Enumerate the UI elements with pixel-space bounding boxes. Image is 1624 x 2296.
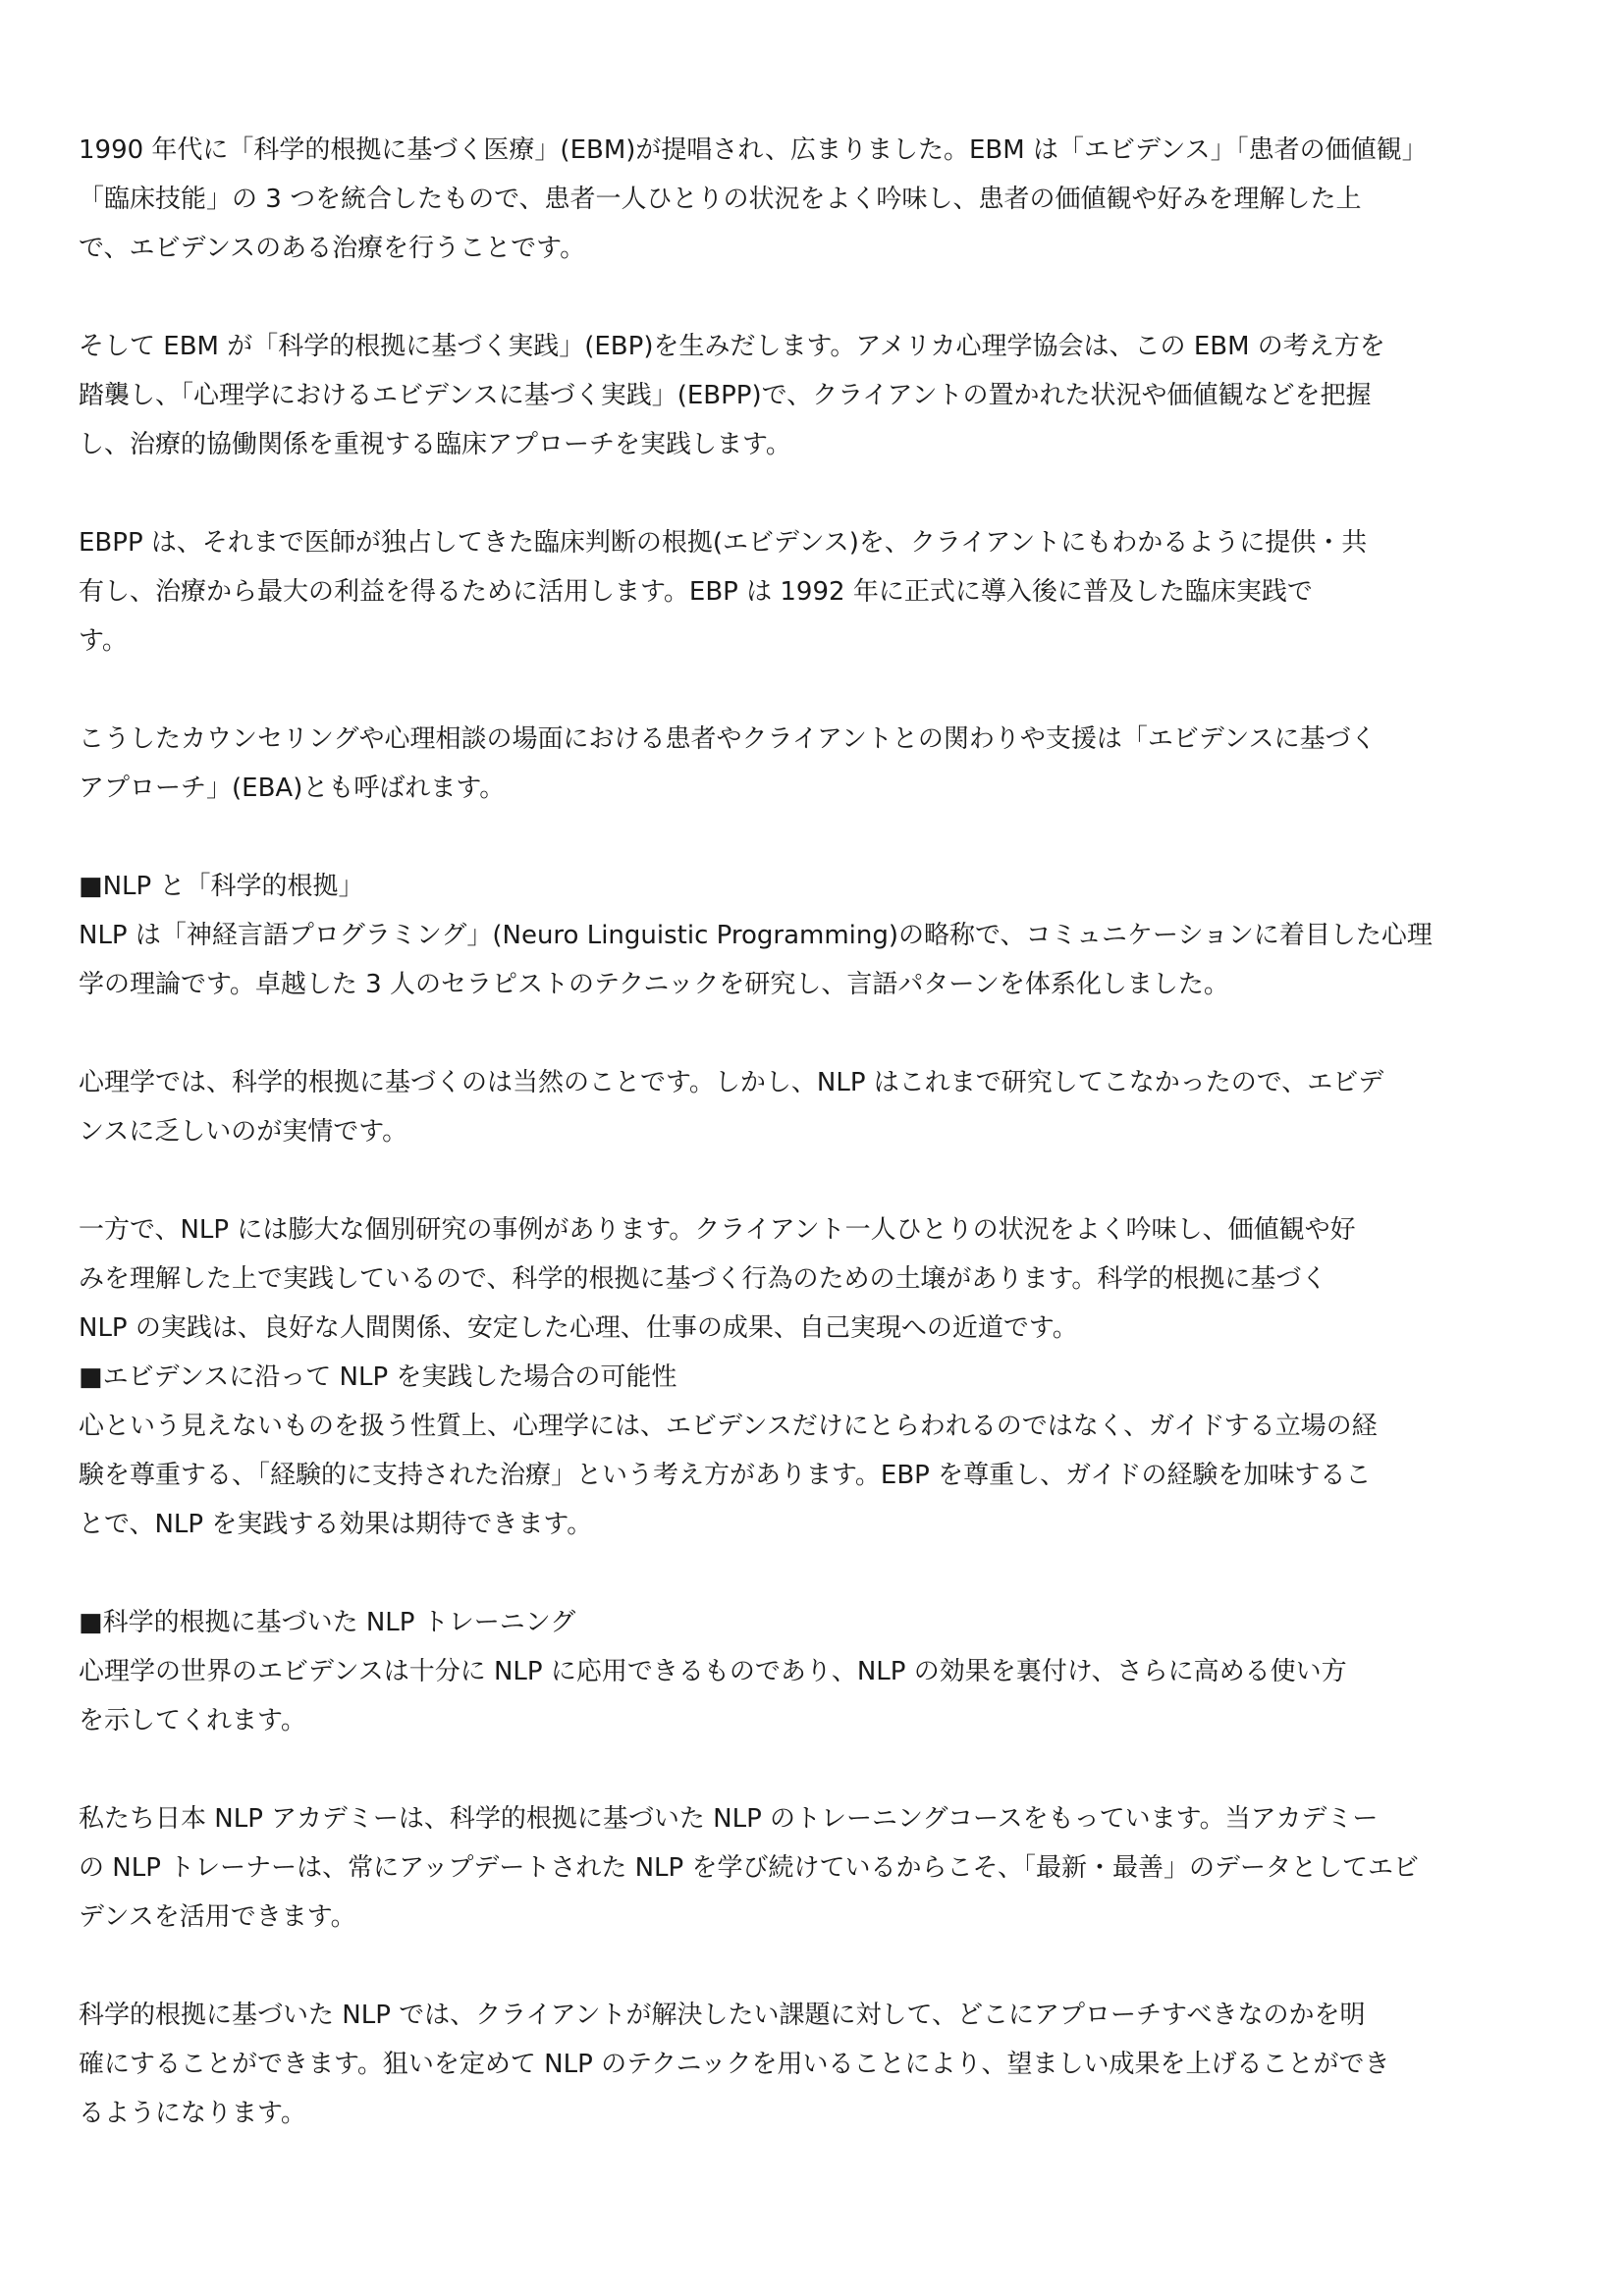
text-line: 「臨床技能」の 3 つを統合したもので、患者一人ひとりの状況をよく吟味し、患者の価値観や好みを理解した上	[79, 185, 1362, 214]
text-line: 心理学では、科学的根拠に基づくのは当然のことです。しかし、NLP はこれまで研究してこなかったので、エビデ	[79, 1068, 1384, 1097]
text-line: 心という見えないものを扱う性質上、心理学には、エビデンスだけにとらわれるのではなく、ガイドする立場の経	[79, 1412, 1378, 1441]
text-line: 1990 年代に「科学的根拠に基づく医療」(EBM)が提唱され、広まりました。EBM は「エビデンス」「患者の価値観」	[79, 135, 1428, 165]
text-line: 私たち日本 NLP アカデミーは、科学的根拠に基づいた NLP のトレーニングコースをもっています。当アカデミー	[79, 1804, 1379, 1834]
text-line: 験を尊重する、「経験的に支持された治療」という考え方があります。EBP を尊重し、ガイドの経験を加味するこ	[79, 1461, 1372, 1490]
paragraph-ebp	[79, 322, 1492, 469]
text-line: 学の理論です。卓越した 3 人のセラピストのテクニックを研究し、言語パターンを体系化しました。	[79, 970, 1229, 999]
text-line: EBPP は、それまで医師が独占してきた臨床判断の根拠(エビデンス)を、クライアントにもわかるように提供・共	[79, 528, 1368, 558]
text-line: そして EBM が「科学的根拠に基づく実践」(EBP)を生みだします。アメリカ心理学協会は、この EBM の考え方を	[79, 332, 1385, 361]
text-line: 心理学の世界のエビデンスは十分に NLP に応用できるものであり、NLP の効果を裏付け、さらに高める使い方	[79, 1657, 1347, 1686]
text-line: るようになります。	[79, 2099, 306, 2128]
paragraph-psychology-evidence	[79, 1058, 1492, 1156]
text-line: こうしたカウンセリングや心理相談の場面における患者やクライアントとの関わりや支援は「エビデンスに基づく	[79, 724, 1377, 754]
text-line: を示してくれます。	[79, 1706, 306, 1735]
text-line: NLP は「神経言語プログラミング」(Neuro Linguistic Programming)の略称で、コミュニケーションに着目した心理	[79, 921, 1433, 950]
section-heading: ■科学的根拠に基づいた NLP トレーニング	[79, 1608, 576, 1637]
paragraph-conclusion	[79, 1991, 1492, 2138]
paragraph-ebpp	[79, 518, 1492, 666]
text-line: 一方で、NLP には膨大な個別研究の事例があります。クライアント一人ひとりの状況をよく吟味し、価値観や好	[79, 1215, 1356, 1245]
paragraph-nlp-cases	[79, 1205, 1492, 1353]
text-line: ンスに乏しいのが実情です。	[79, 1117, 408, 1147]
section-heading: ■エビデンスに沿って NLP を実践した場合の可能性	[79, 1362, 677, 1392]
text-line: NLP の実践は、良好な人間関係、安定した心理、仕事の成果、自己実現への近道です。	[79, 1313, 1078, 1343]
section-nlp-possibility	[79, 1353, 1492, 1549]
document-page	[79, 126, 1492, 2138]
text-line: し、治療的協働関係を重視する臨床アプローチを実践します。	[79, 430, 791, 459]
text-line: の NLP トレーナーは、常にアップデートされた NLP を学び続けているからこそ、「最新・最善」のデータとしてエビ	[79, 1853, 1419, 1883]
paragraph-eba	[79, 715, 1492, 813]
paragraph-academy	[79, 1794, 1492, 1942]
text-line: デンスを活用できます。	[79, 1902, 356, 1932]
text-line: 有し、治療から最大の利益を得るために活用します。EBP は 1992 年に正式に導入後に普及した臨床実践で	[79, 577, 1313, 607]
text-line: 確にすることができます。狙いを定めて NLP のテクニックを用いることにより、望ましい成果を上げることができ	[79, 2050, 1390, 2079]
text-line: みを理解した上で実践しているので、科学的根拠に基づく行為のための土壌があります。科学的根拠に基づく	[79, 1264, 1327, 1294]
text-line: で、エビデンスのある治療を行うことです。	[79, 234, 586, 263]
section-nlp-training	[79, 1598, 1492, 1745]
text-line: 科学的根拠に基づいた NLP では、クライアントが解決したい課題に対して、どこにアプローチすべきなのかを明	[79, 2001, 1366, 2030]
text-line: す。	[79, 626, 128, 656]
text-line: アプローチ」(EBA)とも呼ばれます。	[79, 774, 506, 803]
paragraph-ebm-intro	[79, 126, 1492, 273]
section-heading: ■NLP と「科学的根拠」	[79, 872, 364, 901]
section-nlp-evidence	[79, 862, 1492, 1009]
text-line: とで、NLP を実践する効果は期待できます。	[79, 1510, 593, 1539]
text-line: 踏襲し、「心理学におけるエビデンスに基づく実践」(EBPP)で、クライアントの置かれた状況や価値観などを把握	[79, 381, 1372, 410]
